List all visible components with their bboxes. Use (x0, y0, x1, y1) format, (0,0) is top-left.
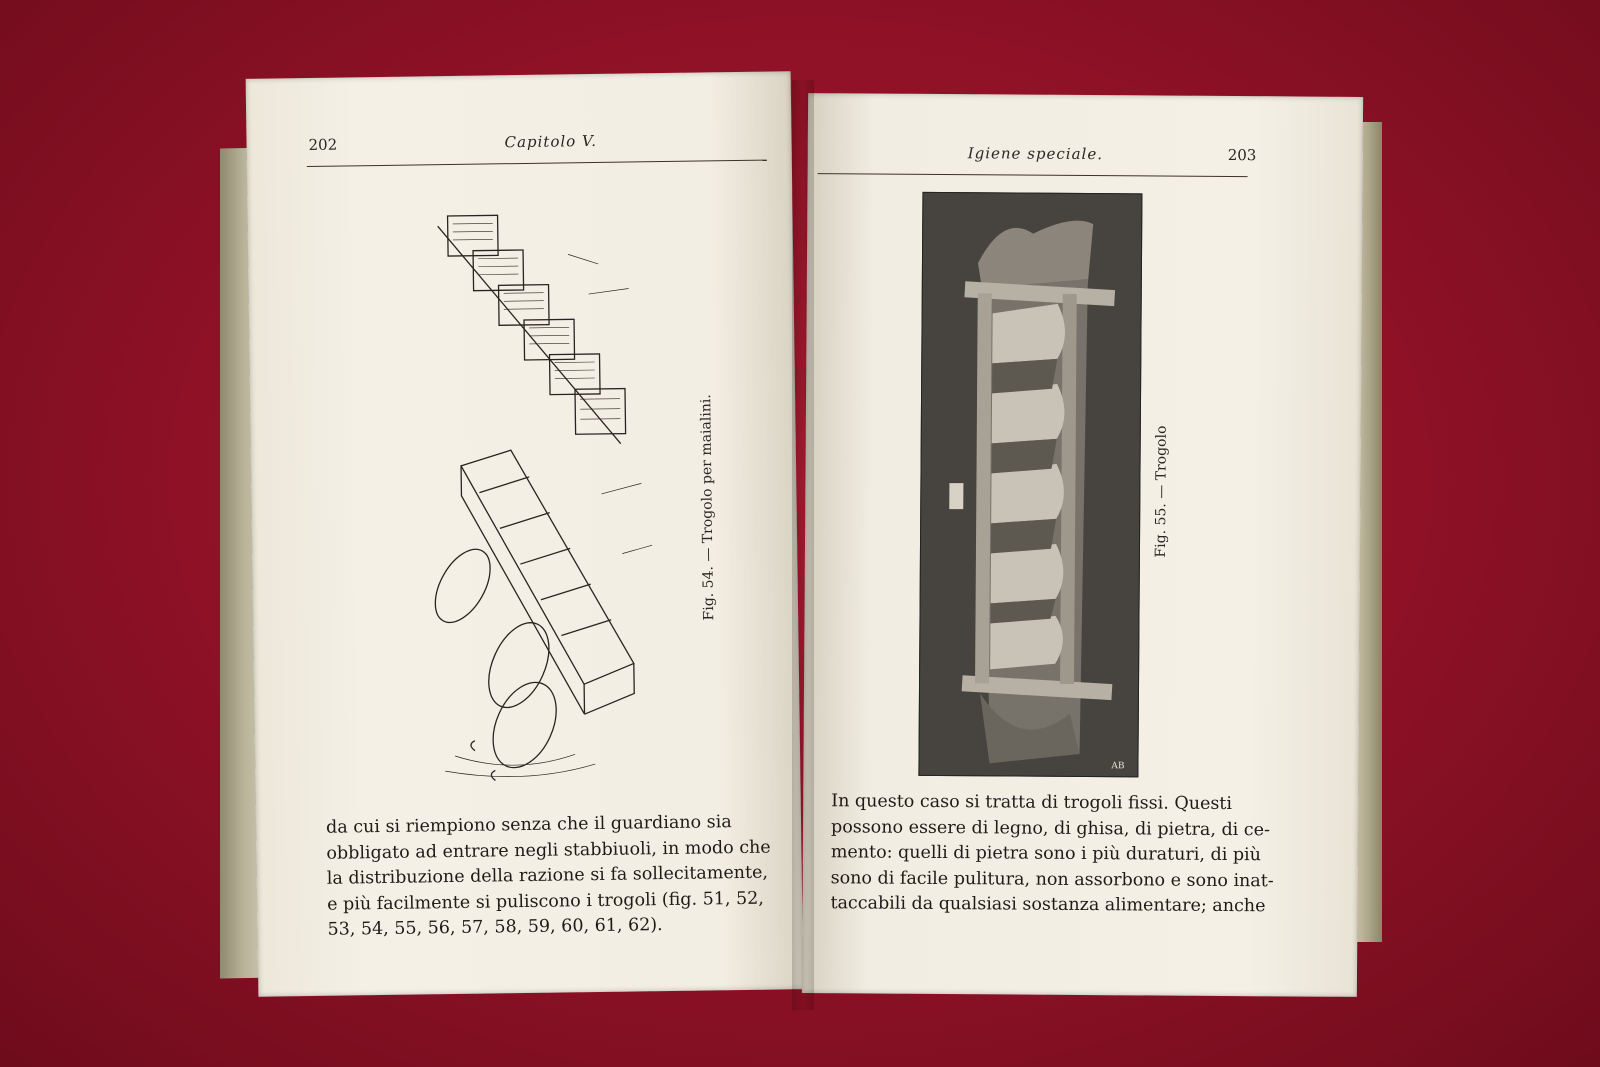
figure-caption-fig55: Fig. 55. — Trogolo (1152, 425, 1170, 558)
text-line: sono di facile pulitura, non assorbono e sono inat- (830, 867, 1274, 891)
header-rule-left (307, 160, 767, 167)
text-line: taccabili da qualsiasi sostanza alimentare; anche (830, 893, 1266, 917)
book-gutter (792, 80, 814, 1010)
text-line: la distribuzione della razione si fa sollecitamente, (326, 862, 769, 889)
trough-dividers-drawing (438, 214, 626, 447)
header-rule-right (818, 173, 1248, 177)
page-number-left: 202 (308, 135, 338, 154)
photo-signature: AB (1111, 761, 1125, 772)
pigs-drawing (423, 539, 570, 782)
text-line: 53, 54, 55, 56, 57, 58, 59, 60, 61, 62). (327, 915, 663, 940)
right-page (802, 93, 1363, 997)
text-line: da cui si riempiono senza che il guardiano sia (325, 812, 732, 838)
text-line: mento: quelli di pietra sono i più duraturi, di più (830, 842, 1262, 866)
page-number-right: 203 (1227, 146, 1257, 165)
text-line: In questo caso si tratta di trogoli fissi. Questi (831, 791, 1233, 815)
left-body-text (326, 810, 772, 944)
text-line: possono essere di legno, di ghisa, di pietra, di ce- (830, 816, 1270, 840)
trough-body-drawing (461, 449, 635, 716)
trough-illustration-fig54 (417, 193, 685, 787)
running-head-right: Igiene speciale. (967, 144, 1104, 164)
left-page (246, 71, 804, 997)
right-body-text (830, 789, 1274, 920)
text-line: e più facilmente si puliscono i trogoli (fig. 51, 52, (327, 888, 765, 915)
running-head-left: Capitolo V. (504, 131, 598, 152)
figure-caption-fig54: Fig. 54. — Trogolo per maialini. (698, 394, 718, 621)
text-line: obbligato ad entrare negli stabbiuoli, in modo che (326, 837, 771, 864)
trough-photo-fig55 (918, 192, 1142, 778)
